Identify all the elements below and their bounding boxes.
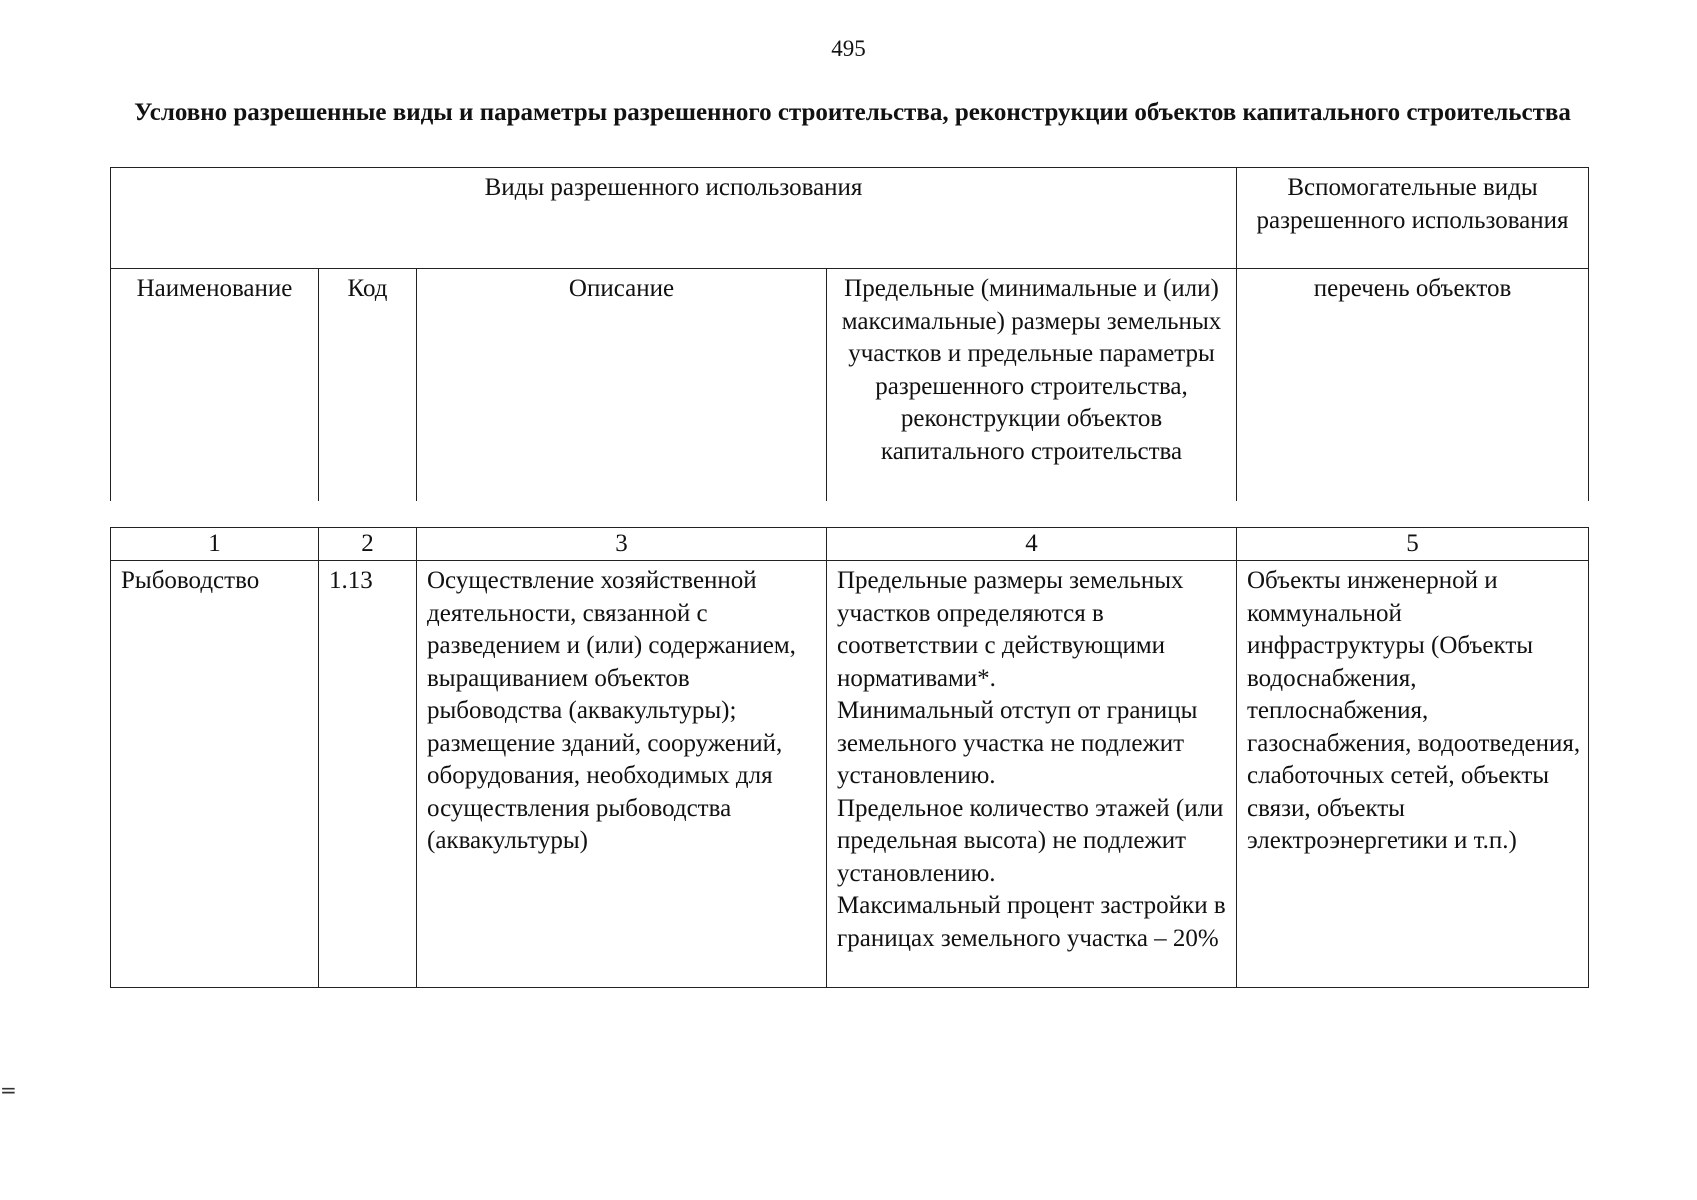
column-header-code: Код (319, 269, 417, 502)
page-number: 495 (831, 36, 866, 61)
column-number-row (111, 528, 1589, 561)
data-table (110, 527, 1589, 988)
edge-mark: = (0, 1078, 17, 1102)
column-header-description: Описание (417, 269, 827, 502)
cell-code: 1.13 (319, 561, 417, 988)
column-header-object-list: перечень объектов (1237, 269, 1589, 502)
cell-auxiliary: Объекты инженерной и коммунальной инфраструктуры (Объекты водоснабжения, теплоснабжения, газоснабжения, водоотведения, слаботочных сетей, объекты связи, объекты электроэнергетики и т.п.) (1237, 561, 1589, 988)
permitted-use-group-header: Виды разрешенного использования (111, 168, 1237, 269)
column-number: 2 (319, 528, 417, 561)
column-number: 3 (417, 528, 827, 561)
auxiliary-use-header: Вспомогательные виды разрешенного использования (1237, 168, 1589, 269)
column-number: 1 (111, 528, 319, 561)
cell-parameters: Предельные размеры земельных участков определяются в соответствии с действующими нормативами*. Минимальный отступ от границы земельного участка не подлежит установлению. Предельное количество этажей (или предельная высота) не подлежит установлению. Максимальный процент застройки в границах земельного участка – 20% (827, 561, 1237, 988)
cell-description: Осуществление хозяйственной деятельности, связанной с разведением и (или) содержанием, выращиванием объектов рыбоводства (аквакультуры); размещение зданий, сооружений, оборудования, необходимых для осуществления рыбоводства (аквакультуры) (417, 561, 827, 988)
column-header-parameters: Предельные (минимальные и (или) максимальные) размеры земельных участков и предельные параметры разрешенного строительства, реконструкции объектов капитального строительства (827, 269, 1237, 502)
column-number: 5 (1237, 528, 1589, 561)
header-table (110, 167, 1589, 501)
column-header-name: Наименование (111, 269, 319, 502)
table-row (111, 561, 1589, 988)
cell-name: Рыбоводство (111, 561, 319, 988)
column-number: 4 (827, 528, 1237, 561)
document-title: Условно разрешенные виды и параметры разрешенного строительства, реконструкции объектов капитального строительства (134, 99, 1571, 126)
